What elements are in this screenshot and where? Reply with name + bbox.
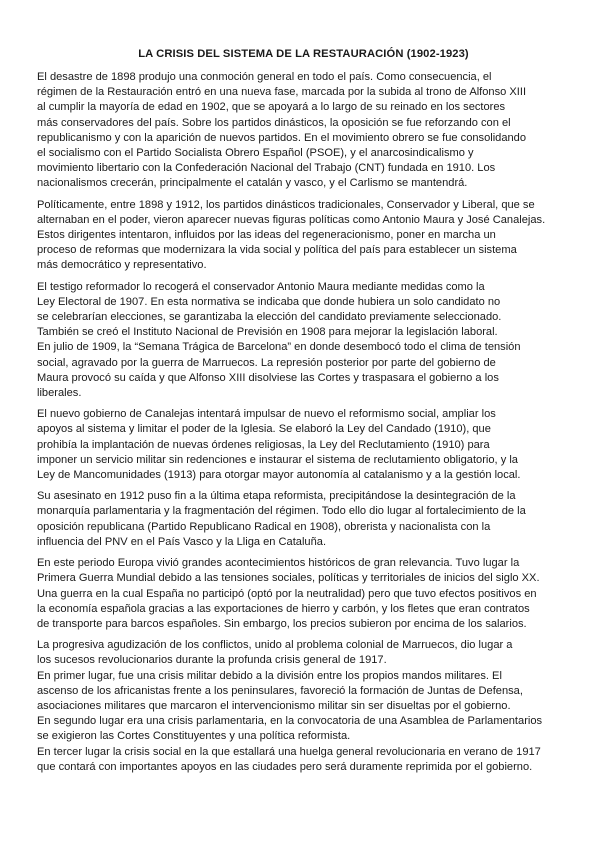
text-line: Primera Guerra Mundial debido a las tensiones sociales, políticas y territoriales de inicios del siglo XX. — [37, 572, 540, 585]
text-line: En julio de 1909, la “Semana Trágica de Barcelona” en donde desembocó todo el clima de tensión — [37, 341, 521, 354]
text-line: apoyos al sistema y limitar el poder de la Iglesia. Se elaboró la Ley del Candado (1910), que — [37, 423, 491, 436]
text-line: Maura provocó su caída y que Alfonso XIII disolviese las Cortes y traspasara el gobierno a los — [37, 371, 499, 384]
paragraph-3 — [37, 280, 570, 402]
text-line: El desastre de 1898 produjo una conmoción general en todo el país. Como consecuencia, el — [37, 71, 492, 83]
text-line: Políticamente, entre 1898 y 1912, los partidos dinásticos tradicionales, Conservador y Liberal, que se — [37, 198, 535, 211]
text-line: Ley de Mancomunidades (1913) para otorgar mayor autonomía al catalanismo y a la gestión local. — [37, 469, 521, 482]
text-line: prohibía la implantación de nuevas órdenes religiosas, la Ley del Reclutamiento (1910) para — [37, 438, 490, 451]
text-line: El nuevo gobierno de Canalejas intentará impulsar de nuevo el reformismo social, ampliar los — [37, 408, 496, 421]
text-line: se celebrarían elecciones, se garantizaba la elección del candidato previamente seleccionado. — [37, 311, 502, 324]
text-line: La progresiva agudización de los conflictos, unido al problema colonial de Marruecos, dio lugar a — [37, 639, 513, 652]
text-line: los sucesos revolucionarios durante la profunda crisis general de 1917. — [37, 654, 387, 667]
text-line: oposición republicana (Partido Republicano Radical en 1908), obrerista y nacionalista con la — [37, 520, 491, 533]
text-line: Su asesinato en 1912 puso fin a la última etapa reformista, precipitándose la desintegración de la — [37, 490, 516, 503]
text-line: Una guerra en la cual España no participó (optó por la neutralidad) pero que tuvo efectos positivos en — [37, 587, 537, 600]
text-line: ascenso de los africanistas frente a los peninsulares, favoreció la formación de Juntas de Defensa, — [37, 684, 523, 697]
paragraph-1 — [37, 70, 570, 192]
text-line: En segundo lugar era una crisis parlamentaria, en la convocatoria de una Asamblea de Parlamentarios — [37, 715, 543, 728]
paragraph-2 — [37, 198, 570, 274]
text-line: También se creó el Instituto Nacional de Previsión en 1908 para mejorar la legislación laboral. — [37, 326, 498, 339]
text-line: asociaciones militares que marcaron el intervencionismo militar sin ser disueltas por el gobierno. — [37, 699, 511, 712]
text-line: la economía española gracias a las exportaciones de hierro y carbón, y los fletes que eran contratos — [37, 602, 530, 615]
text-line: social, agravado por la guerra de Marruecos. La represión posterior por parte del gobierno de — [37, 356, 496, 369]
text-line: al cumplir la mayoría de edad en 1902, que se apoyará a lo largo de su reinado en los sectores — [37, 101, 506, 114]
text-line: más democrático y representativo. — [37, 259, 207, 272]
text-line: liberales. — [37, 387, 82, 400]
text-line: movimiento libertario con la Confederación Nacional del Trabajo (CNT) fundada en 1910. Los — [37, 162, 496, 175]
text-line: imponer un servicio militar sin redenciones e instaurar el sistema de reclutamiento obligatorio, y la — [37, 453, 518, 466]
text-line: el socialismo con el Partido Socialista Obrero Español (PSOE), y el anarcosindicalismo y — [37, 147, 474, 160]
text-line: alternaban en el poder, vieron aparecer nuevas figuras políticas como Antonio Maura y José Canalejas. — [37, 213, 546, 226]
text-line: más conservadores del país. Sobre los partidos dinásticos, la oposición se fue reforzando con el — [37, 116, 511, 129]
paragraph-5 — [37, 489, 570, 550]
text-line: que contará con importantes apoyos en las ciudades pero será duramente reprimida por el gobierno. — [37, 760, 533, 773]
paragraph-7 — [37, 638, 570, 775]
text-line: En primer lugar, fue una crisis militar debido a la división entre los propios mandos militares. El — [37, 669, 502, 682]
text-line: de transporte para barcos españoles. Sin embargo, los precios subieron por encima de los salarios. — [37, 617, 527, 630]
text-line: monarquía parlamentaria y la fragmentación del régimen. Todo ello dio lugar al fortalecimiento de la — [37, 505, 526, 518]
text-line: influencia del PNV en el País Vasco y la Lliga en Cataluña. — [37, 535, 327, 548]
text-line: nacionalismos crecerán, principalmente el catalán y vasco, y el Carlismo se mantendrá. — [37, 177, 468, 190]
text-line: El testigo reformador lo recogerá el conservador Antonio Maura mediante medidas como la — [37, 280, 485, 293]
paragraph-4 — [37, 407, 570, 483]
text-line: se exigieron las Cortes Constituyentes y una política reformista. — [37, 730, 351, 743]
text-line: proceso de reformas que modernizara la vida social y política del país para establecer un sistema — [37, 244, 517, 257]
text-line: En este periodo Europa vivió grandes acontecimientos históricos de gran relevancia. Tuvo lugar la — [37, 557, 520, 570]
text-line: Ley Electoral de 1907. En esta normativa se indicaba que donde hubiera un solo candidato no — [37, 295, 501, 308]
document-title: LA CRISIS DEL SISTEMA DE LA RESTAURACIÓN (1902-1923) — [138, 48, 469, 60]
text-line: republicanismo y con la aparición de nuevos partidos. En el movimiento obrero se fue consolidando — [37, 131, 527, 144]
text-line: régimen de la Restauración entró en una nueva fase, marcada por la subida al trono de Alfonso XIII — [37, 86, 527, 99]
paragraph-6 — [37, 556, 570, 632]
text-line: Estos dirigentes intentaron, influidos por las ideas del regeneracionismo, poner en marcha un — [37, 229, 496, 242]
text-line: En tercer lugar la crisis social en la que estallará una huelga general revolucionaria en verano de 1917 — [37, 745, 541, 758]
